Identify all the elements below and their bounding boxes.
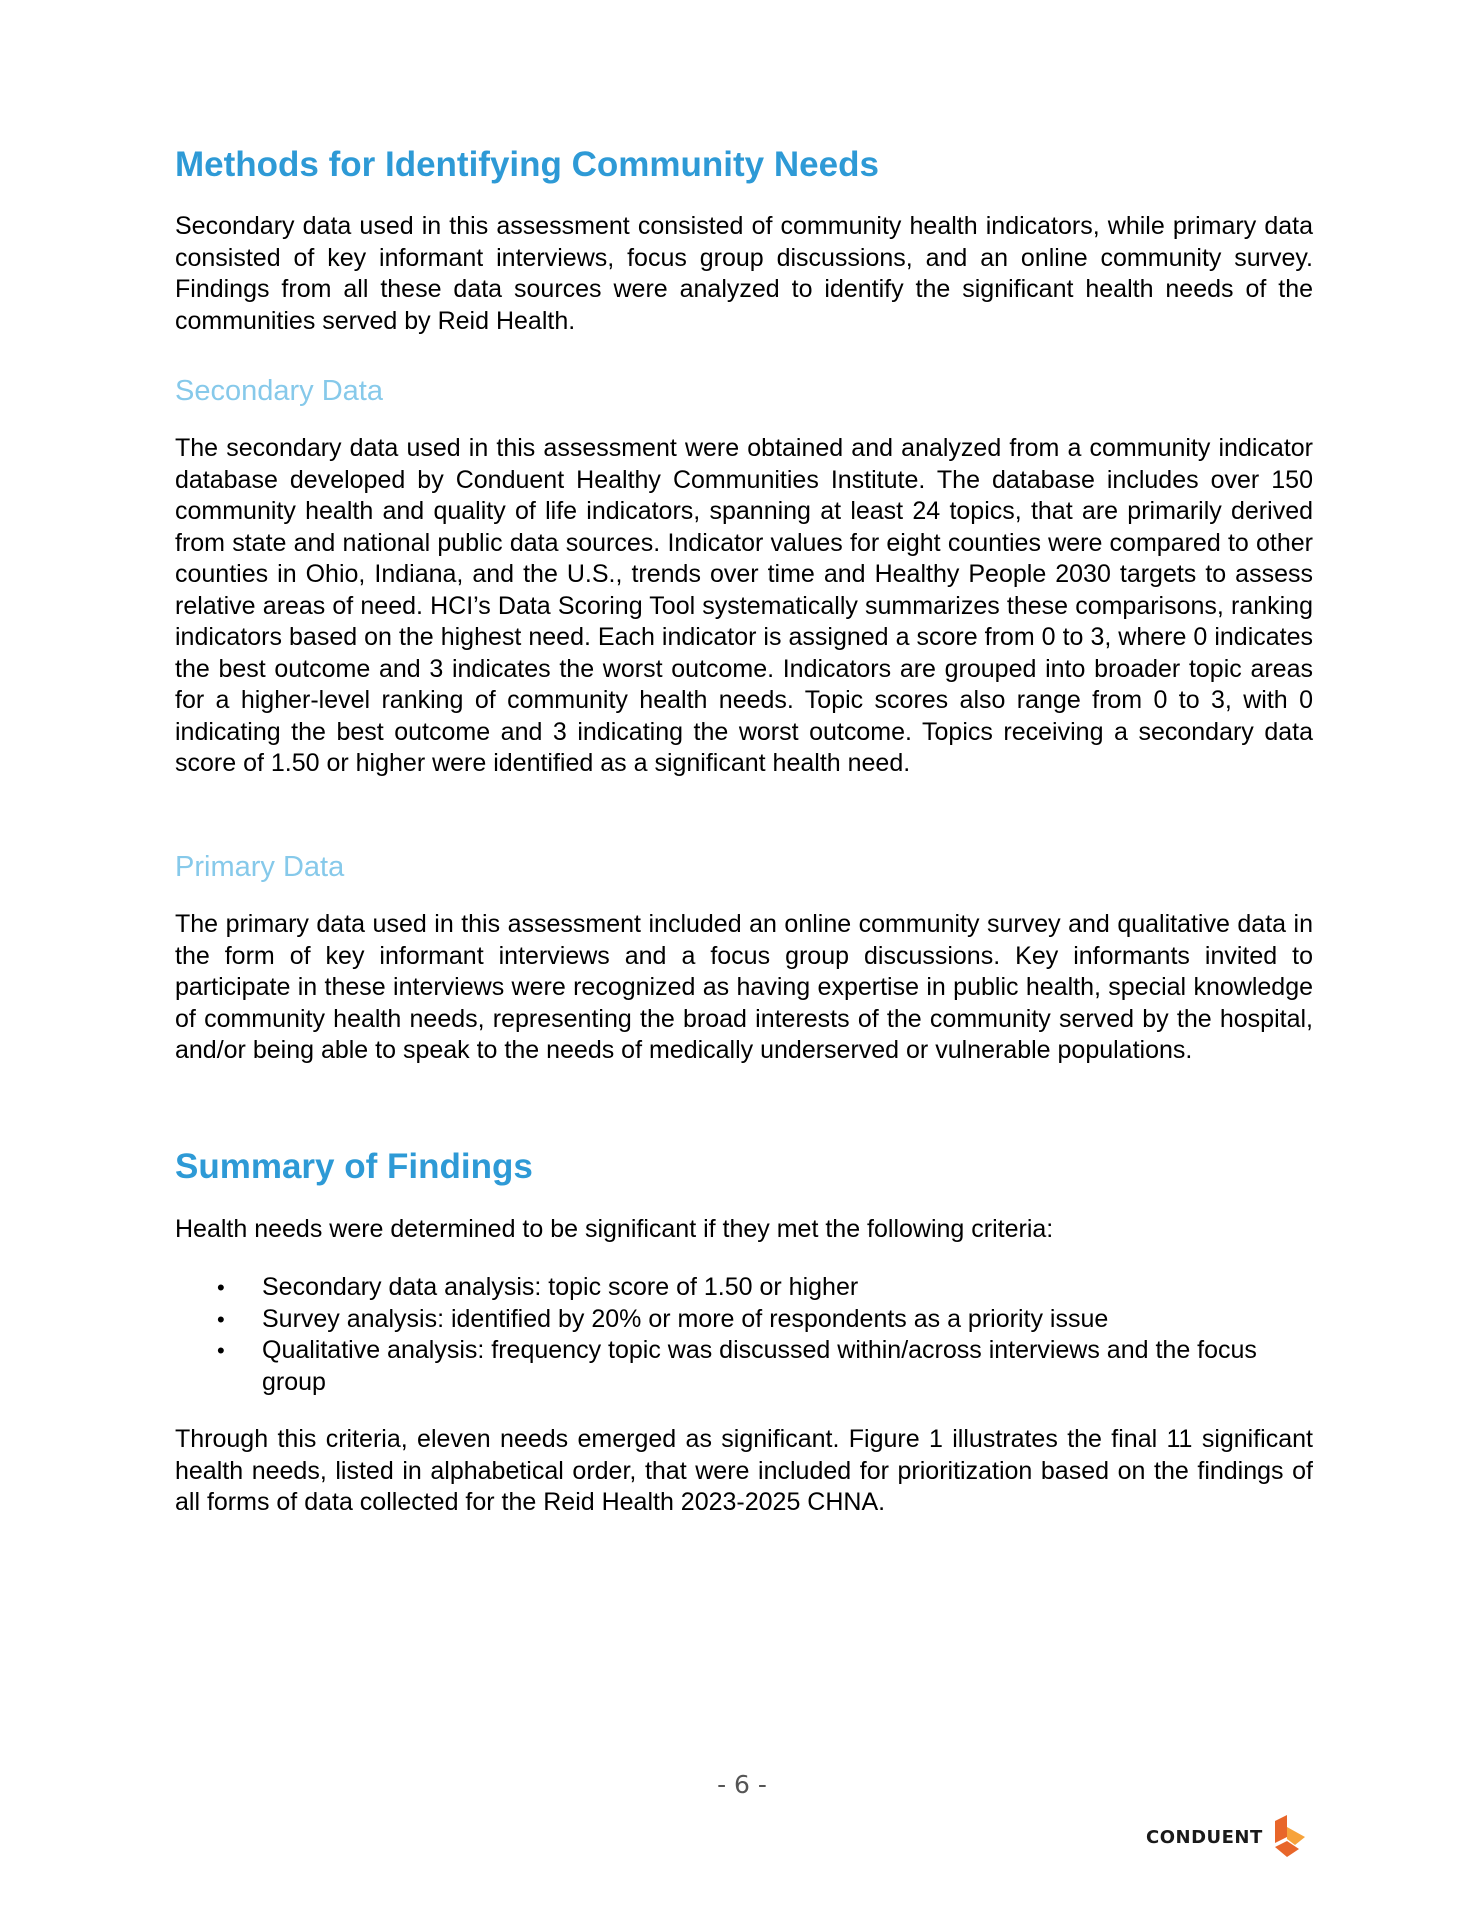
primary-data-paragraph: The primary data used in this assessment included an online community survey and qualitative data in the form of key informant interviews and a focus group discussions. Key informants invited to participate in these interviews were recognized as having expertise in public health, special knowledge of community health needs, representing the broad interests of the community served by the hospital, and/or being able to speak to the needs of medically underserved or vulnerable populations. xyxy=(175,910,1313,1064)
summary-conclusion-paragraph: Through this criteria, eleven needs emerged as significant. Figure 1 illustrates the final 11 significant health needs, listed in alphabetical order, that were included for prioritization based on the findings of all forms of data collected for the Reid Health 2023-2025 CHNA. xyxy=(175,1425,1313,1516)
logo-text: CONDUENT xyxy=(1146,1826,1263,1848)
methods-intro-paragraph: Secondary data used in this assessment consisted of community health indicators, while primary data consisted of key informant interviews, focus group discussions, and an online community survey. Findings from all these data sources were analyzed to identify the significant health needs of the communities served by Reid Health. xyxy=(175,212,1313,335)
summary-heading: Summary of Findings xyxy=(175,1147,533,1186)
list-item xyxy=(175,1304,1313,1336)
primary-data-heading: Primary Data xyxy=(175,851,345,883)
bullet-icon: • xyxy=(217,1275,225,1300)
methods-heading: Methods for Identifying Community Needs xyxy=(175,145,879,184)
criteria-intro-paragraph: Health needs were determined to be significant if they met the following criteria: xyxy=(175,1215,1054,1243)
secondary-data-paragraph: The secondary data used in this assessment were obtained and analyzed from a community indicator database developed by Conduent Healthy Communities Institute. The database includes over 150 community health and quality of life indicators, spanning at least 24 topics, that are primarily derived from state and national public data sources. Indicator values for eight counties were compared to other counties in Ohio, Indiana, and the U.S., trends over time and Healthy People 2030 targets to assess relative areas of need. HCI’s Data Scoring Tool systematically summarizes these comparisons, ranking indicators based on the highest need. Each indicator is assigned a score from 0 to 3, where 0 indicates the best outcome and 3 indicates the worst outcome. Indicators are grouped into broader topic areas for a higher-level ranking of community health needs. Topic scores also range from 0 to 3, with 0 indicating the best outcome and 3 indicating the worst outcome. Topics receiving a secondary data score of 1.50 or higher were identified as a significant health need. xyxy=(175,434,1313,777)
bullet-icon: • xyxy=(217,1338,225,1363)
list-item xyxy=(175,1335,1313,1398)
page-number: - 6 - xyxy=(717,1770,767,1799)
conduent-mark-icon xyxy=(1269,1815,1313,1859)
criteria-text: Survey analysis: identified by 20% or more of respondents as a priority issue xyxy=(262,1304,1109,1333)
criteria-text: Secondary data analysis: topic score of 1.50 or higher xyxy=(262,1273,859,1301)
criteria-text: Qualitative analysis: frequency topic was discussed within/across interviews and the focus group xyxy=(262,1336,1257,1396)
conduent-logo xyxy=(1146,1815,1313,1859)
list-item xyxy=(175,1272,1313,1304)
secondary-data-heading: Secondary Data xyxy=(175,375,383,407)
criteria-list xyxy=(175,1272,1313,1398)
bullet-icon: • xyxy=(217,1306,225,1332)
